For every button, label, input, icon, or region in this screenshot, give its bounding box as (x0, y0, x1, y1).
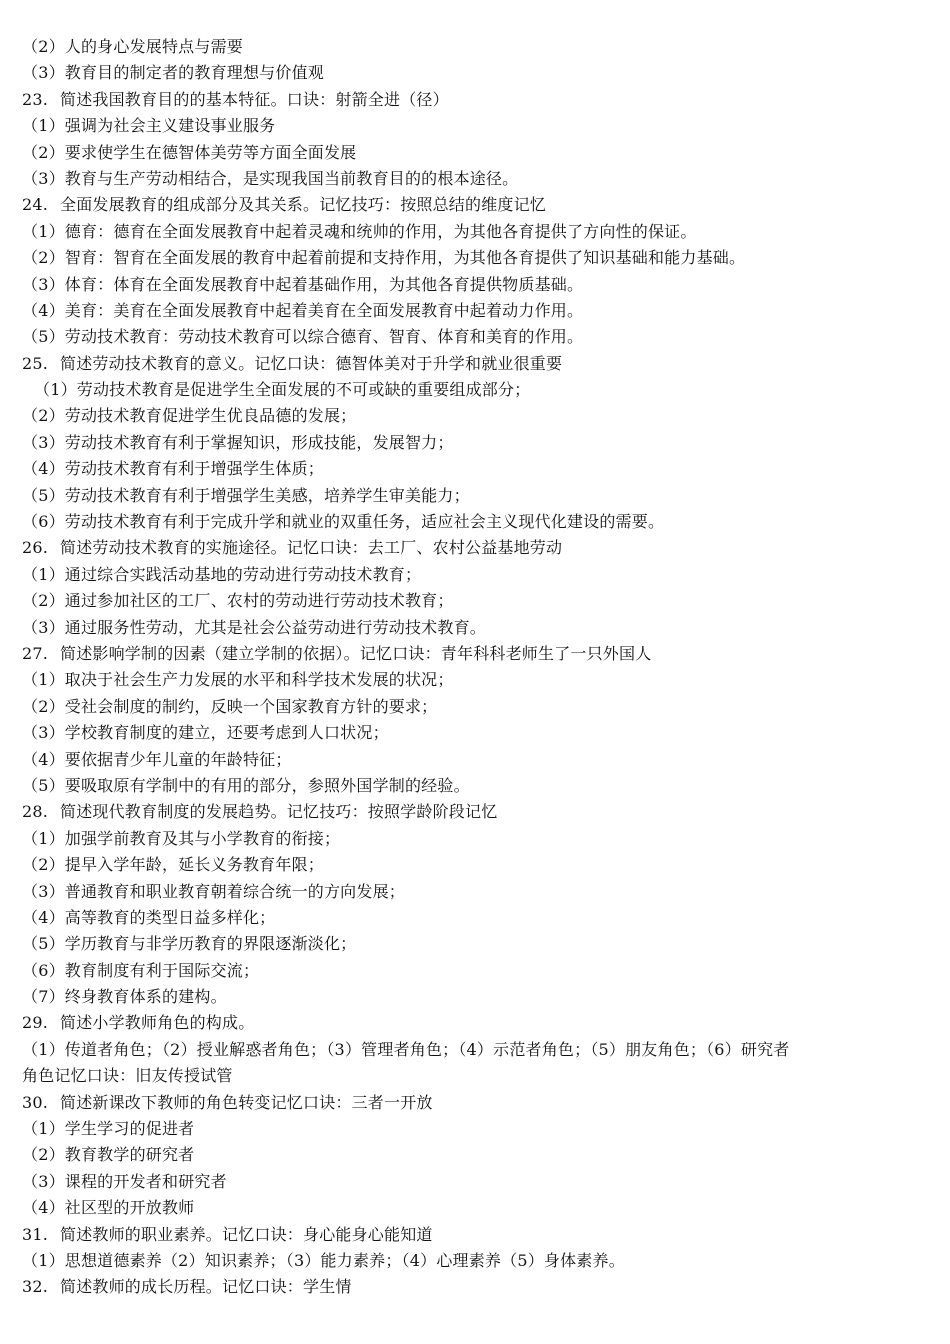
answer-line: （3）劳动技术教育有利于掌握知识，形成技能，发展智力； (22, 432, 454, 452)
question-text: 简述劳动技术教育的实施途径。记忆口诀：去工厂、农村公益基地劳动 (60, 538, 563, 558)
answer-line: （4）高等教育的类型日益多样化； (22, 907, 276, 927)
answer-line: （1）加强学前教育及其与小学教育的衔接； (22, 828, 341, 848)
question-text: 简述现代教育制度的发展趋势。记忆技巧：按照学龄阶段记忆 (60, 802, 498, 822)
question-number: 26. (22, 538, 49, 558)
answer-line: （4）要依据青少年儿童的年龄特征； (22, 749, 292, 769)
answer-line: （3）体育：体育在全面发展教育中起着基础作用，为其他各育提供物质基础。 (22, 274, 584, 294)
question-text: 简述影响学制的因素（建立学制的依据）。记忆口诀：青年科科老师生了一只外国人 (60, 643, 652, 663)
question-number: 28. (22, 802, 49, 822)
question-number: 29. (22, 1013, 49, 1033)
answer-line: （1）思想道德素养（2）知识素养；（3）能力素养；（4）心理素养（5）身体素养。 (22, 1250, 625, 1270)
question-number: 31. (22, 1224, 49, 1244)
answer-line: （4）社区型的开放教师 (22, 1198, 195, 1218)
document-page (22, 34, 922, 1301)
answer-line: （6）劳动技术教育有利于完成升学和就业的双重任务，适应社会主义现代化建设的需要。 (22, 512, 665, 532)
answer-line: （3）通过服务性劳动，尤其是社会公益劳动进行劳动技术教育。 (22, 617, 486, 637)
question-heading (22, 535, 922, 561)
question-text: 简述新课改下教师的角色转变记忆口诀：三者一开放 (60, 1092, 433, 1112)
answer-line: （3）教育与生产劳动相结合，是实现我国当前教育目的的根本途径。 (22, 168, 519, 188)
answer-line: （3）普通教育和职业教育朝着综合统一的方向发展； (22, 881, 405, 901)
question-text: 简述教师的成长历程。记忆口诀：学生情 (60, 1277, 352, 1297)
answer-line: （6）教育制度有利于国际交流； (22, 960, 260, 980)
question-heading (22, 641, 922, 667)
question-heading (22, 351, 922, 377)
question-number: 25. (22, 353, 49, 373)
answer-line: （2）要求使学生在德智体美劳等方面全面发展 (22, 142, 357, 162)
question-number: 23. (22, 89, 49, 109)
answer-line: （2）受社会制度的制约，反映一个国家教育方针的要求； (22, 696, 438, 716)
answer-line: （3）学校教育制度的建立，还要考虑到人口状况； (22, 723, 389, 743)
question-heading (22, 799, 922, 825)
answer-line: （1）德育：德育在全面发展教育中起着灵魂和统帅的作用，为其他各育提供了方向性的保证。 (22, 221, 697, 241)
answer-line: （2）人的身心发展特点与需要 (22, 37, 243, 56)
answer-line: （1）强调为社会主义建设事业服务 (22, 116, 276, 136)
answer-line: （4）美育：美育在全面发展教育中起着美育在全面发展教育中起着动力作用。 (22, 300, 584, 320)
question-text: 简述劳动技术教育的意义。记忆口诀：德智体美对于升学和就业很重要 (60, 353, 563, 373)
answer-line: （5）要吸取原有学制中的有用的部分，参照外国学制的经验。 (22, 775, 470, 795)
answer-line: （2）智育：智育在全面发展的教育中起着前提和支持作用，为其他各育提供了知识基础和能力基础。 (22, 248, 746, 268)
answer-line: （1）取决于社会生产力发展的水平和科学技术发展的状况； (22, 670, 454, 690)
answer-line: （4）劳动技术教育有利于增强学生体质； (22, 459, 324, 479)
question-text: 简述我国教育目的的基本特征。口诀：射箭全进（径） (60, 89, 449, 109)
answer-line: （1）劳动技术教育是促进学生全面发展的不可或缺的重要组成部分； (34, 380, 531, 400)
question-heading (22, 192, 922, 218)
question-heading (22, 1274, 922, 1300)
answer-line: （5）劳动技术教育：劳动技术教育可以综合德育、智育、体育和美育的作用。 (22, 327, 584, 347)
question-text: 简述教师的职业素养。记忆口诀：身心能身心能知道 (60, 1224, 433, 1244)
question-number: 30. (22, 1092, 49, 1112)
question-heading (22, 87, 922, 113)
answer-line: （2）通过参加社区的工厂、农村的劳动进行劳动技术教育； (22, 591, 454, 611)
answer-line: （3）课程的开发者和研究者 (22, 1171, 227, 1191)
answer-line: （5）劳动技术教育有利于增强学生美感，培养学生审美能力； (22, 485, 470, 505)
answer-line: （1）传道者角色；（2）授业解惑者角色；（3）管理者角色；（4）示范者角色；（5）朋友角色；（6）研究者 (22, 1039, 790, 1059)
answer-line: （7）终身教育体系的建构。 (22, 987, 227, 1007)
answer-line: 角色记忆口诀：旧友传授试管 (22, 1066, 233, 1086)
answer-line: （2）劳动技术教育促进学生优良品德的发展； (22, 406, 357, 426)
answer-line: （5）学历教育与非学历教育的界限逐渐淡化； (22, 934, 357, 954)
question-text: 全面发展教育的组成部分及其关系。记忆技巧：按照总结的维度记忆 (60, 195, 547, 215)
answer-line: （2）教育教学的研究者 (22, 1145, 195, 1165)
question-number: 32. (22, 1277, 49, 1297)
question-heading (22, 1090, 922, 1116)
answer-line: （1）学生学习的促进者 (22, 1119, 195, 1139)
question-number: 27. (22, 643, 49, 663)
answer-line: （3）教育目的制定者的教育理想与价值观 (22, 63, 324, 83)
question-number: 24. (22, 195, 49, 215)
question-heading (22, 1222, 922, 1248)
question-heading (22, 1010, 922, 1036)
question-text: 简述小学教师角色的构成。 (60, 1013, 255, 1033)
answer-line: （2）提早入学年龄，延长义务教育年限； (22, 855, 324, 875)
answer-line: （1）通过综合实践活动基地的劳动进行劳动技术教育； (22, 564, 422, 584)
